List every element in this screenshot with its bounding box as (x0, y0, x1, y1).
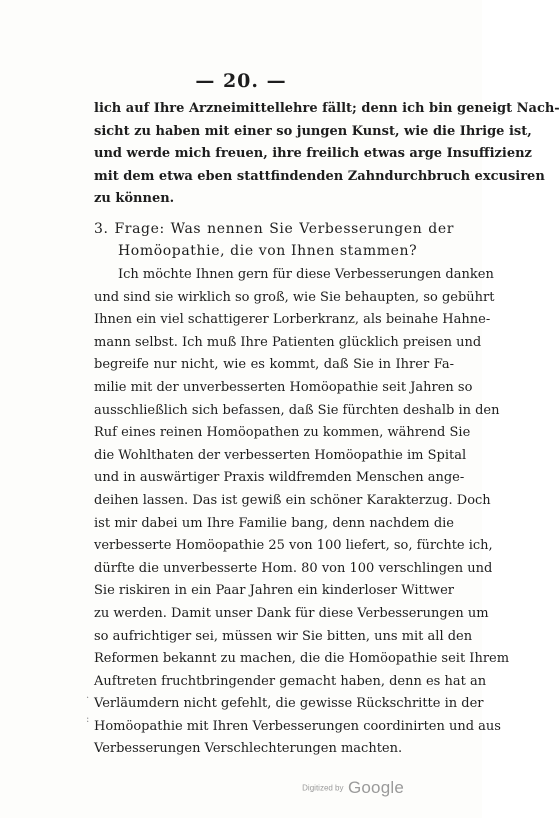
margin-mark: . (86, 690, 90, 701)
text-line: Auftreten fruchtbringender gemacht haben, denn es hat an (94, 673, 487, 689)
text-line: Sie riskiren in ein Paar Jahren ein kinderloser Wittwer (94, 583, 454, 599)
question-heading (94, 218, 454, 262)
text-line: dürfte die unverbesserte Hom. 80 von 100 verschlingen und (94, 560, 493, 576)
answer-paragraph (94, 264, 510, 761)
google-logo: Google (347, 778, 404, 797)
question-line: 3. Frage: Was nennen Sie Verbesserungen der (94, 221, 454, 237)
digitized-by-google-watermark (302, 778, 404, 798)
text-line: die Wohlthaten der verbesserten Homöopathie im Spital (94, 447, 467, 463)
text-line: milie mit der unverbesserten Homöopathie seit Jahren so (94, 379, 473, 395)
text-line: und sind sie wirklich so groß, wie Sie behaupten, so gebührt (94, 289, 495, 305)
text-line: mit dem etwa eben stattfindenden Zahndurchbruch excusiren (94, 168, 545, 184)
text-line: zu werden. Damit unser Dank für diese Verbesserungen um (94, 605, 489, 621)
text-line: Verläumdern nicht gefehlt, die gewisse Rückschritte in der (94, 696, 484, 712)
text-line: lich auf Ihre Arzneimittellehre fällt; denn ich bin geneigt Nach- (94, 101, 560, 116)
text-line: begreife nur nicht, wie es kommt, daß Sie in Ihrer Fa- (94, 357, 454, 373)
text-line: ausschließlich sich befassen, daß Sie fürchten deshalb in den (94, 402, 500, 418)
text-line: mann selbst. Ich muß Ihre Patienten glücklich preisen und (94, 334, 482, 350)
text-line: so aufrichtiger sei, müssen wir Sie bitten, uns mit all den (94, 628, 473, 644)
text-line: und in auswärtiger Praxis wildfremden Menschen ange- (94, 470, 465, 486)
margin-mark: : (86, 714, 90, 725)
text-line: ist mir dabei um Ihre Familie bang, denn nachdem die (94, 515, 454, 531)
text-line: sicht zu haben mit einer so jungen Kunst, wie die Ihrige ist, (94, 123, 532, 139)
intro-paragraph (94, 98, 560, 211)
text-line: Ihnen ein viel schattigerer Lorberkranz, als beinahe Hahne- (94, 312, 491, 328)
text-line: verbesserte Homöopathie 25 von 100 liefert, so, fürchte ich, (94, 538, 493, 554)
text-line: Reformen bekannt zu machen, die die Homöopathie seit Ihrem (94, 651, 510, 667)
text-line: deihen lassen. Das ist gewiß ein schöner Karakterzug. Doch (94, 492, 491, 508)
text-line: Verbesserungen Verschlechterungen machten. (94, 741, 403, 757)
text-line: und werde mich freuen, ihre freilich etwas arge Insuffizienz (94, 146, 532, 162)
text-line: Ruf eines reinen Homöopathen zu kommen, während Sie (94, 425, 471, 441)
text-line: zu können. (94, 191, 175, 207)
watermark-prefix: Digitized by (302, 783, 344, 793)
text-line: Ich möchte Ihnen gern für diese Verbesserungen danken (118, 267, 494, 282)
page-number: — 20. — (195, 70, 287, 92)
text-line: Homöopathie mit Ihren Verbesserungen coordinirten und aus (94, 718, 501, 734)
question-line: Homöopathie, die von Ihnen stammen? (118, 243, 418, 259)
